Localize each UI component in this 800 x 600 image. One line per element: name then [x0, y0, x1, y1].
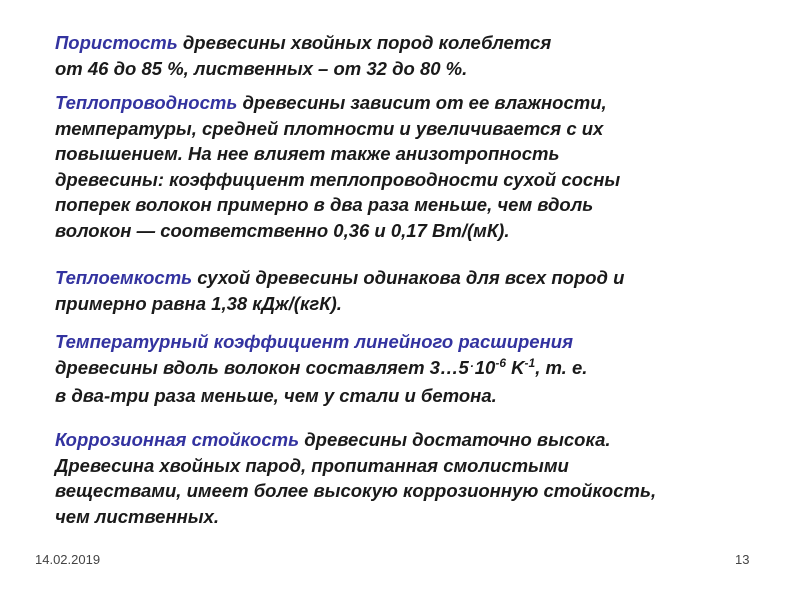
thermal-expansion-term: Температурный коэффициент линейного расширения [55, 331, 573, 352]
footer-date: 14.02.2019 [35, 552, 101, 567]
porosity-paragraph [55, 30, 785, 81]
heat-capacity-line-1-text: сухой древесины одинакова для всех пород и [192, 267, 625, 288]
exponent-minus-6: -6 [495, 355, 507, 370]
porosity-line-1-text: древесины хвойных пород колеблется [177, 32, 552, 53]
heat-capacity-paragraph [55, 265, 785, 316]
thermal-conductivity-line-1 [55, 90, 785, 116]
heat-capacity-term: Теплоемкость [55, 267, 193, 288]
heat-capacity-line-2: примерно равна 1,38 кДж/(кгК). [55, 292, 342, 314]
corrosion-resistance-line-4: чем лиственных. [55, 505, 220, 527]
thermal-conductivity-term: Теплопроводность [55, 92, 238, 113]
corrosion-resistance-line-1 [55, 427, 785, 453]
corrosion-resistance-line-3: веществами, имеет более высокую коррозионную стойкость, [55, 480, 657, 501]
thermal-conductivity-line-4: древесины: коэффициент теплопроводности сухой сосны [55, 168, 621, 190]
thermal-expansion-text-a: древесины вдоль волокон составляет 3…5 [55, 356, 469, 378]
thermal-expansion-base: 10 [474, 356, 496, 378]
exponent-minus-1: -1 [524, 355, 536, 370]
thermal-expansion-paragraph [55, 329, 785, 409]
corrosion-resistance-paragraph [55, 427, 785, 529]
thermal-expansion-line-2 [55, 355, 785, 384]
porosity-term: Пористость [55, 32, 178, 53]
corrosion-resistance-term: Коррозионная стойкость [55, 429, 300, 450]
thermal-conductivity-line-1-text: древесины зависит от ее влажности, [237, 92, 607, 113]
thermal-conductivity-line-6: волокон — соответственно 0,36 и 0,17 Вт/(мК). [55, 219, 510, 241]
thermal-expansion-line-3: в два-три раза меньше, чем у стали и бетона. [55, 385, 497, 406]
heat-capacity-line-1 [55, 265, 785, 291]
corrosion-resistance-line-2: Древесина хвойных парод, пропитанная смолистыми [55, 454, 569, 476]
corrosion-resistance-line-1-text: древесины достаточно высока. [299, 429, 611, 450]
thermal-conductivity-line-2: температуры, средней плотности и увеличивается с их [55, 117, 604, 139]
thermal-conductivity-line-3: повышением. На нее влияет также анизотропность [55, 143, 560, 164]
thermal-conductivity-line-5: поперек волокон примерно в два раза меньше, чем вдоль [55, 194, 594, 215]
thermal-conductivity-paragraph [55, 90, 785, 243]
multiply-dot: · [469, 358, 474, 373]
porosity-line-1 [55, 30, 785, 56]
kelvin-unit: K [506, 356, 525, 378]
thermal-expansion-text-d: , т. е. [535, 356, 588, 378]
porosity-line-2: от 46 до 85 %, лиственных – от 32 до 80 %. [55, 57, 468, 79]
footer-page-number: 13 [735, 552, 750, 567]
